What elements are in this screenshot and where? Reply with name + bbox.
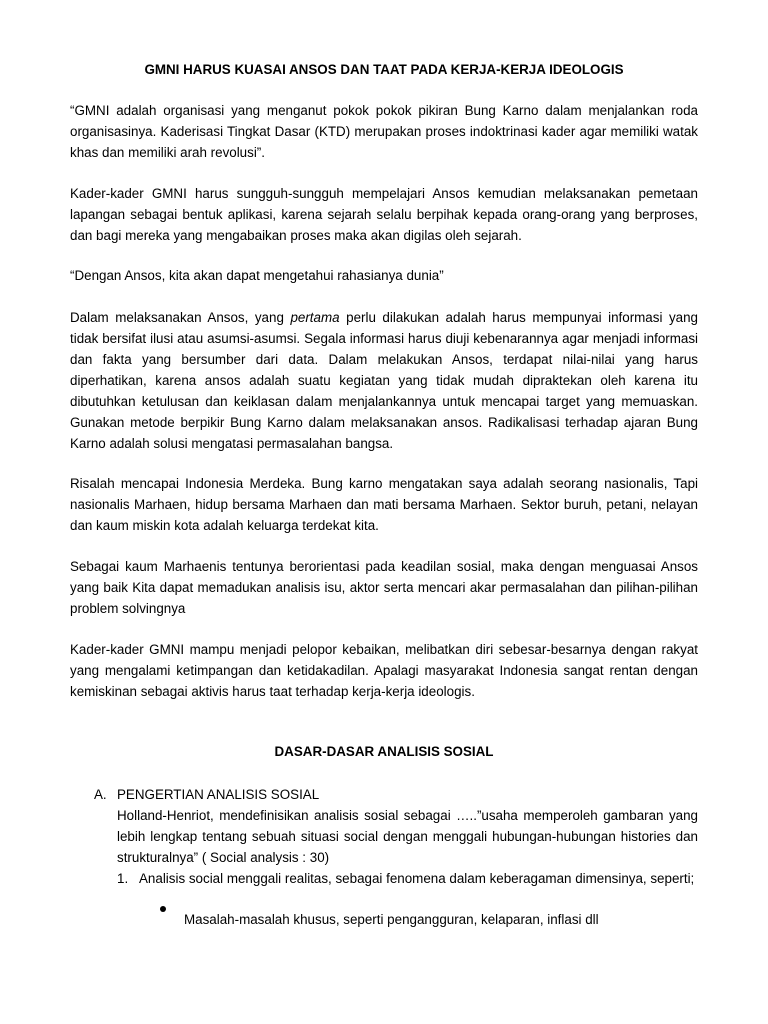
list-item-a-title: PENGERTIAN ANALISIS SOSIAL	[117, 787, 320, 802]
paragraph-6: Sebagai kaum Marhaenis tentunya berorientasi pada keadilan sosial, maka dengan menguasai Ansos yang baik Kita dapat memadukan analisis isu, aktor serta mencari akar permasalahan dan pilihan-pilihan problem solvingnya	[70, 559, 698, 616]
paragraph-1: “GMNI adalah organisasi yang menganut pokok pokok pikiran Bung Karno dalam menjalankan roda organisasinya. Kaderisasi Tingkat Dasar (KTD) merupakan proses indoktrinasi kader agar memiliki watak khas dan memiliki arah revolusi”.	[70, 103, 698, 160]
document-title: GMNI HARUS KUASAI ANSOS DAN TAAT PADA KERJA-KERJA IDEOLOGIS	[144, 62, 624, 77]
paragraph-7: Kader-kader GMNI mampu menjadi pelopor kebaikan, melibatkan diri sebesar-besarnya dengan rakyat yang mengalami ketimpangan dan ketidakadilan. Apalagi masyarakat Indonesia sangat rentan dengan kemiskinan sebagai aktivis harus taat terhadap kerja-kerja ideologis.	[70, 642, 698, 699]
paragraph-5: Risalah mencapai Indonesia Merdeka. Bung karno mengatakan saya adalah seorang nasionalis, Tapi nasionalis Marhaen, hidup bersama Marhaen dan mati bersama Marhaen. Sektor buruh, petani, nelayan dan kaum miskin kota adalah keluarga terdekat kita.	[70, 476, 698, 533]
bullet-item: Masalah-masalah khusus, seperti pengangguran, kelaparan, inflasi dll	[184, 912, 599, 927]
list-item-a-body: Holland-Henriot, mendefinisikan analisis sosial sebagai …..”usaha memperoleh gambaran yang lebih lengkap tentang sebuah situasi social dengan menggali hubungan-hubungan histories dan strukturalnya” ( Social analysis : 30)	[117, 808, 698, 865]
bullet-icon	[160, 906, 166, 912]
sub-item-number: 1.	[117, 871, 129, 886]
paragraph-4-emphasis: pertama	[290, 310, 340, 325]
section-title: DASAR-DASAR ANALISIS SOSIAL	[274, 744, 494, 759]
paragraph-4-rest: perlu dilakukan adalah harus mempunyai informasi yang tidak bersifat ilusi atau asumsi-asumsi. Segala informasi harus diuji kebenarannya agar menjadi informasi dan fakta yang bersumber dari data. Dalam melakukan Ansos, terdapat nilai-nilai yang harus diperhatikan, karena ansos adalah suatu kegiatan yang tidak mudah dipraktekan oleh karena itu dibutuhkan ketulusan dan keiklasan dalam menjalankannya untuk mencapai target yang memuaskan. Gunakan metode berpikir Bung Karno dalam melaksanakan ansos. Radikalisasi terhadap ajaran Bung Karno adalah solusi mengatasi permasalahan bangsa.	[70, 310, 699, 451]
list-label-a: A.	[94, 787, 107, 802]
paragraph-4-start: Dalam melaksanakan Ansos, yang	[70, 310, 291, 325]
paragraph-2: Kader-kader GMNI harus sungguh-sungguh mempelajari Ansos kemudian melaksanakan pemetaan lapangan sebagai bentuk aplikasi, karena sejarah selalu berpihak kepada orang-orang yang berproses, dan bagi mereka yang mengabaikan proses maka akan digilas oleh sejarah.	[70, 186, 698, 243]
paragraph-4	[70, 307, 698, 454]
paragraph-3-quote: “Dengan Ansos, kita akan dapat mengetahui rahasianya dunia”	[70, 268, 444, 283]
sub-item-text: Analisis social menggali realitas, sebagai fenomena dalam keberagaman dimensinya, seperti;	[139, 871, 695, 886]
